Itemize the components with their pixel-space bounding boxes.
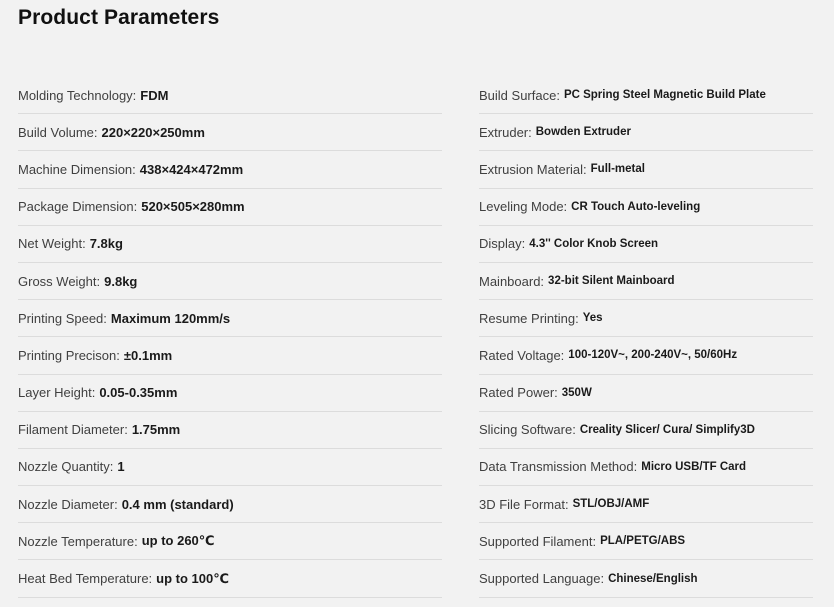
- parameter-value: 4.3'' Color Knob Screen: [529, 237, 659, 250]
- parameters-table: [0, 77, 834, 598]
- table-row: [0, 375, 834, 412]
- parameter-value: 0.05-0.35mm: [99, 385, 178, 401]
- parameter-cell: [479, 560, 813, 597]
- parameter-cell: [479, 412, 813, 449]
- parameter-label: Package Dimension:: [18, 199, 138, 215]
- parameter-cell: [479, 337, 813, 374]
- table-row: [0, 300, 834, 337]
- parameter-cell: [479, 114, 813, 151]
- parameter-label: Printing Precison:: [18, 347, 120, 363]
- parameter-label: Rated Voltage:: [479, 347, 565, 363]
- parameter-cell: [18, 375, 442, 412]
- parameter-value: 0.4 mm (standard): [121, 496, 234, 512]
- parameter-label: Layer Height:: [18, 385, 96, 401]
- parameter-cell: [479, 77, 813, 114]
- parameter-cell: [18, 226, 442, 263]
- parameter-value: Yes: [582, 312, 603, 325]
- parameter-cell: [18, 114, 442, 151]
- parameter-cell: [479, 189, 813, 226]
- parameter-value: Micro USB/TF Card: [641, 460, 747, 473]
- parameter-value: 220×220×250mm: [101, 124, 205, 140]
- parameter-label: Build Volume:: [18, 124, 98, 140]
- table-row: [0, 486, 834, 523]
- parameter-cell: [479, 486, 813, 523]
- parameter-label: Slicing Software:: [479, 422, 576, 438]
- parameter-value: PC Spring Steel Magnetic Build Plate: [563, 89, 766, 102]
- table-row: [0, 114, 834, 151]
- table-row: [0, 449, 834, 486]
- parameter-cell: [18, 560, 442, 597]
- parameter-value: STL/OBJ/AMF: [572, 498, 650, 511]
- parameter-cell: [479, 449, 813, 486]
- parameter-value: 7.8kg: [89, 236, 123, 252]
- parameter-value: CR Touch Auto-leveling: [571, 200, 701, 213]
- parameter-cell: [18, 523, 442, 560]
- parameter-cell: [18, 486, 442, 523]
- parameter-cell: [479, 263, 813, 300]
- parameter-label: Net Weight:: [18, 236, 86, 252]
- parameter-value: PLA/PETG/ABS: [600, 535, 686, 548]
- parameter-label: Heat Bed Temperature:: [18, 571, 153, 587]
- parameter-label: Leveling Mode:: [479, 199, 568, 215]
- parameter-value: 1: [117, 459, 125, 475]
- table-row: [0, 560, 834, 597]
- table-row: [0, 412, 834, 449]
- parameter-cell: [18, 300, 442, 337]
- parameter-cell: [18, 263, 442, 300]
- parameter-cell: [18, 189, 442, 226]
- parameter-value: FDM: [140, 87, 169, 103]
- parameter-value: 9.8kg: [104, 273, 138, 289]
- table-row: [0, 337, 834, 374]
- parameter-label: Extruder:: [479, 124, 532, 140]
- parameter-value: 32-bit Silent Mainboard: [548, 275, 675, 288]
- parameter-label: Display:: [479, 236, 526, 252]
- parameter-value: up to 100℃: [156, 570, 229, 586]
- parameter-label: Filament Diameter:: [18, 422, 128, 438]
- parameter-label: Supported Filament:: [479, 533, 597, 549]
- parameter-cell: [18, 412, 442, 449]
- parameter-value: up to 260℃: [141, 533, 215, 549]
- parameter-label: 3D File Format:: [479, 496, 569, 512]
- parameter-label: Resume Printing:: [479, 310, 579, 326]
- parameter-cell: [479, 151, 813, 188]
- table-row: [0, 523, 834, 560]
- parameter-value: 100-120V~, 200-240V~, 50/60Hz: [568, 349, 738, 362]
- parameter-cell: [18, 77, 442, 114]
- table-row: [0, 263, 834, 300]
- parameter-label: Mainboard:: [479, 273, 545, 289]
- parameter-cell: [479, 523, 813, 560]
- table-row: [0, 226, 834, 263]
- table-row: [0, 151, 834, 188]
- parameter-label: Data Transmission Method:: [479, 459, 638, 475]
- parameter-label: Machine Dimension:: [18, 161, 136, 177]
- parameter-value: 1.75mm: [131, 422, 181, 438]
- parameter-value: 350W: [561, 386, 592, 399]
- parameter-value: Bowden Extruder: [535, 126, 631, 139]
- table-row: [0, 77, 834, 114]
- parameter-cell: [479, 226, 813, 263]
- parameter-label: Molding Technology:: [18, 87, 137, 103]
- parameter-value: ±0.1mm: [123, 347, 173, 363]
- parameter-cell: [479, 300, 813, 337]
- parameter-value: 520×505×280mm: [141, 199, 245, 215]
- parameter-label: Nozzle Diameter:: [18, 496, 118, 512]
- parameter-label: Nozzle Temperature:: [18, 533, 138, 549]
- parameter-value: Maximum 120mm/s: [110, 310, 231, 326]
- parameter-value: 438×424×472mm: [139, 161, 244, 177]
- parameter-label: Rated Power:: [479, 385, 558, 401]
- parameter-value: Creality Slicer/ Cura/ Simplify3D: [579, 423, 755, 436]
- parameter-label: Gross Weight:: [18, 273, 101, 289]
- page-title: Product Parameters: [18, 6, 220, 29]
- parameter-cell: [479, 375, 813, 412]
- parameter-label: Supported Language:: [479, 571, 605, 587]
- parameter-value: Chinese/English: [608, 572, 698, 585]
- parameter-cell: [18, 151, 442, 188]
- parameter-label: Extrusion Material:: [479, 161, 587, 177]
- parameter-cell: [18, 337, 442, 374]
- parameter-label: Build Surface:: [479, 87, 560, 103]
- parameter-label: Nozzle Quantity:: [18, 459, 114, 475]
- parameter-cell: [18, 449, 442, 486]
- table-row: [0, 189, 834, 226]
- parameter-value: Full-metal: [590, 163, 645, 176]
- parameter-label: Printing Speed:: [18, 310, 107, 326]
